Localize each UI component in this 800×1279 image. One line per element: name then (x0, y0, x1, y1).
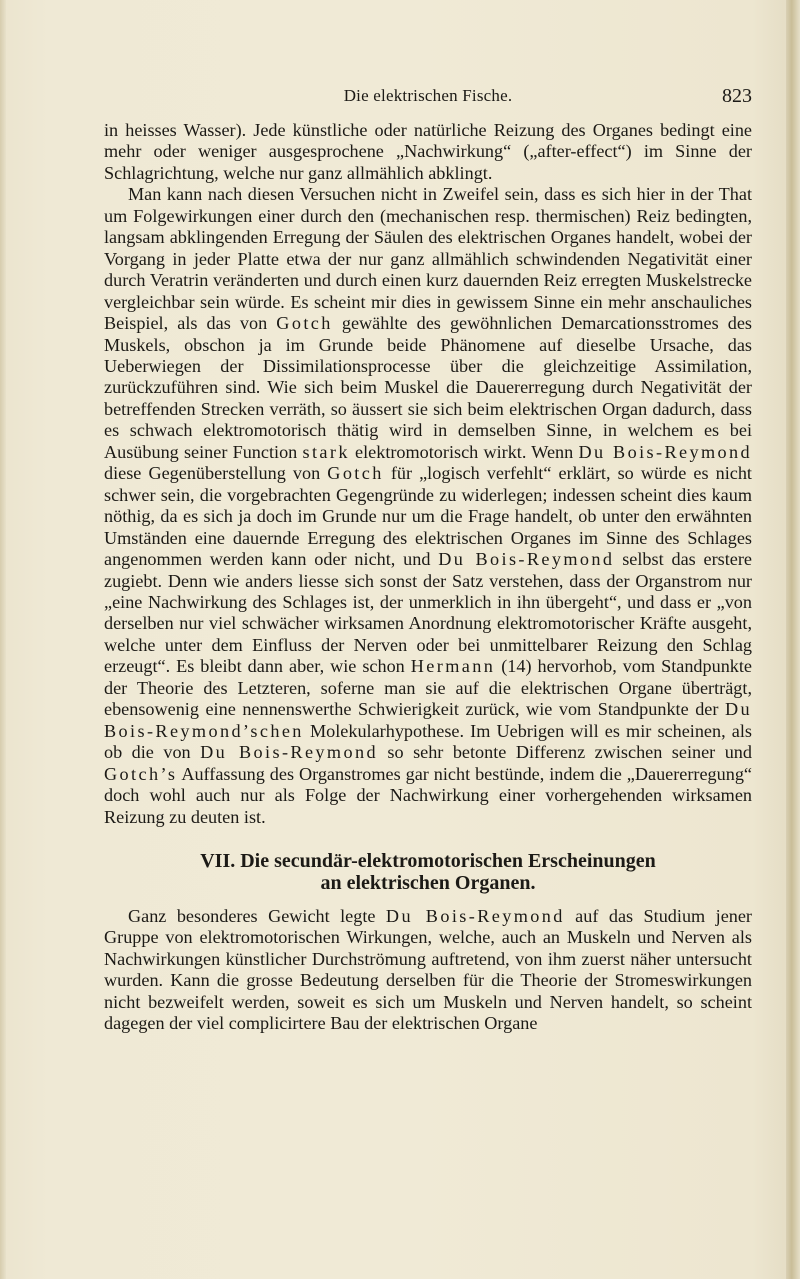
text-run: Ganz besonderes Gewicht legte (128, 905, 386, 926)
paragraph-1: in heisses Wasser). Jede künstliche oder natürliche Reizung des Organes bedingt eine mehr oder weniger ausgesprochene „Nachwirkung“ („after-effect“) im Sinne der Schlagrichtung, welche nur ganz allmählich abklingt. (104, 120, 752, 183)
text-run: (14) hervorhob, vom Standpunkte der Theorie des Letzteren, soferne man sie auf die elektrischen Organe überträgt, ebensowenig eine nennenswerthe Schwierigkeit zurück, wie vom Standpunkte der (104, 656, 753, 720)
author-name: Du Bois-Reymond (200, 742, 378, 763)
text-run: Molekularhypothese. Im Uebrigen will es mir scheinen, als ob die von (104, 720, 752, 763)
text-run: Auffassung des Organstromes gar nicht bestünde, indem die „Dauererregung“ doch wohl auch nur als Folge der Nachwirkung einer vorhergehenden wirksamen Reizung zu deuten ist. (104, 763, 752, 827)
page-left-edge (0, 0, 6, 1279)
section-heading-line-1: VII. Die secundär-elektromotorischen Erscheinungen (200, 849, 656, 872)
author-name: Du Bois-Reymond (578, 441, 752, 462)
page-body (104, 120, 752, 1035)
author-name: Gotch’s (104, 763, 178, 784)
paragraph-3 (104, 906, 752, 1035)
text-run: auf das Studium jener Gruppe von elektromotorischen Wirkungen, welche, auch an Muskeln und Nerven als Nachwirkungen künstlicher Durchströmung auftretend, von ihm zuerst näher untersucht wurden. Kann die grosse Bedeutung derselben für die Theorie der Stromeswirkungen nicht bezweifelt werden, soweit es sich um Muskeln und Nerven handelt, so scheint dagegen der viel complicirtere Bau der elektrischen Organe (104, 905, 752, 1034)
author-name: Du Bois-Reymond (438, 549, 615, 570)
author-name: Du Bois-Reymond (385, 905, 565, 926)
running-head (104, 86, 752, 110)
section-heading (104, 850, 752, 894)
running-title: Die elektrischen Fische. (343, 86, 513, 105)
text-run: diese Gegenüberstellung von (104, 463, 328, 484)
author-name: Hermann (410, 656, 496, 677)
author-name: Gotch (276, 313, 333, 334)
author-name: Gotch (327, 463, 384, 484)
text-run: gewählte des gewöhnlichen Demarcationsstromes des Muskels, obschon ja im Grunde beide Phänomene auf dieselbe Ursache, das Ueberwiegen der Dissimilationsprocesse über die gleichzeitige Assimilation, zurückzuführen sind. Wie sich beim Muskel die Dauererregung durch Negativität der betreffenden Strecken verräth, so äussert sie sich beim elektrischen Organ dadurch, dass es schwach elektromotorisch thätig wird in demselben Sinne, in welchem es bei Ausübung seiner Function (104, 313, 752, 462)
text-run: für „logisch verfehlt“ erklärt, so würde es nicht schwer sein, die vorgebrachten Gegengründe zu widerlegen; indessen scheint dies kaum nöthig, da es sich ja doch im Grunde nur um die Frage handelt, ob unter den erwähnten Umständen eine dauernde Erregung des elektrischen Organes im Sinne des Schlages angenommen werden kann oder nicht, und (104, 463, 752, 570)
page-right-edge (786, 0, 800, 1279)
emphasis: stark (302, 441, 350, 462)
paragraph-2 (104, 184, 752, 828)
text-run: so sehr betonte Differenz zwischen seiner und (377, 742, 752, 763)
text-run: Man kann nach diesen Versuchen nicht in Zweifel sein, dass es sich hier in der That um Folgewirkungen einer durch den (mechanischen resp. thermischen) Reiz bedingten, langsam abklingenden Erregung der Säulen des elektrischen Organes handelt, wobei der Vorgang in jeder Platte etwa der nur ganz allmählich schwindenden Negativität einer durch Veratrin veränderten und durch einen kurz dauernden Reiz erregten Muskelstrecke vergleichbar sein würde. Es scheint mir dies in gewissem Sinne ein mehr anschauliches Beispiel, als das von (104, 184, 752, 334)
page-number: 823 (722, 85, 752, 107)
text-run: elektromotorisch wirkt. Wenn (349, 441, 579, 462)
text-run: selbst das erstere zugiebt. Denn wie anders liesse sich sonst der Satz verstehen, dass der Organstrom nur „eine Nachwirkung des Schlages ist, der unmerklich in ihn übergeht“, und dass er „von derselben nur viel schwächer wirksamen Anordnung elektromotorischer Kräfte ausgeht, welche unter dem Einfluss der Nerven oder bei unmittelbarer Reizung den Schlag erzeugt“. Es bleibt dann aber, wie schon (104, 549, 752, 677)
author-name: Du Bois-Reymond’schen (104, 699, 752, 741)
section-heading-line-2: an elektrischen Organen. (320, 871, 536, 894)
